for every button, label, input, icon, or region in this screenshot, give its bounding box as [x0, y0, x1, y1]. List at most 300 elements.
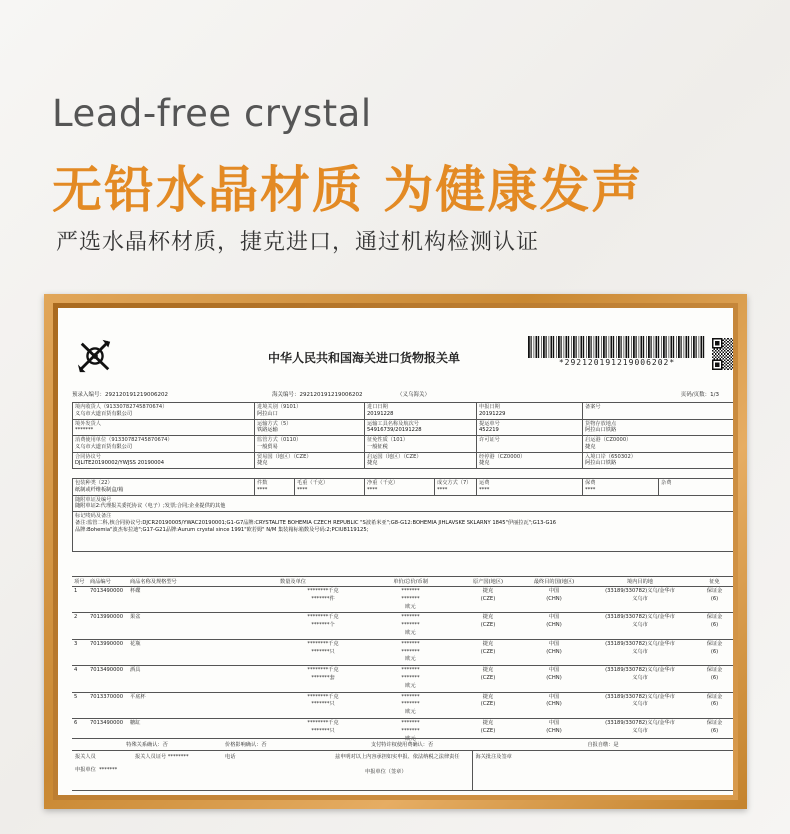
pack-cell	[73, 479, 255, 496]
goods-domestic2: 义乌市	[632, 674, 648, 681]
transport-label: 运输方式（5）	[257, 420, 292, 427]
goods-cell	[585, 692, 695, 718]
goods-price: *******	[401, 667, 420, 674]
origin-country-cell	[365, 452, 477, 469]
goods-levy2: (6)	[710, 701, 719, 708]
user-label: 消费使用单位（91330782745870674）	[75, 437, 173, 443]
goods-cell	[523, 666, 585, 692]
goods-qty: ********千克	[307, 588, 339, 594]
misc-cell	[659, 479, 734, 496]
freight-value: ****	[479, 486, 490, 493]
consignee-cell	[73, 403, 255, 420]
goods-origin: 捷克	[482, 640, 494, 647]
storage-cell	[583, 419, 734, 436]
contract-value: DJLITE20190002/YWJSS 20190004	[75, 460, 165, 467]
goods-cell	[72, 587, 88, 613]
goods-price2: *******	[401, 674, 420, 681]
goods-price2: *******	[401, 727, 420, 734]
gross-value: ****	[297, 486, 308, 493]
goods-cell	[128, 587, 278, 613]
goods-cell	[368, 639, 453, 665]
goods-domestic2: 义乌市	[632, 648, 648, 655]
net-value: ****	[367, 486, 378, 493]
declarant-cell	[72, 751, 132, 791]
goods-qty: ********千克	[307, 640, 339, 647]
goods-origin-code: (CZE)	[480, 674, 496, 681]
goods-currency: 欧元	[405, 735, 416, 742]
user-value: 义乌市大道百货有限公司	[75, 443, 133, 450]
declarant-label: 报关人员	[75, 754, 96, 760]
goods-cell	[695, 666, 733, 692]
declarant-cert-cell	[132, 751, 222, 791]
goods-origin-code: (CZE)	[480, 622, 496, 629]
goods-name: 糖缸	[130, 719, 141, 726]
goods-cell	[585, 587, 695, 613]
goods-dest-code: (CHN)	[546, 595, 562, 602]
levy-cell	[365, 436, 477, 453]
goods-cell	[585, 639, 695, 665]
declare-date-value: 20191229	[479, 410, 506, 417]
customs-office: （义乌海关）	[397, 392, 431, 398]
port-value: 阿拉山口	[257, 410, 278, 417]
pieces-cell	[255, 479, 295, 496]
goods-cell	[695, 587, 733, 613]
pieces-value: ****	[257, 486, 268, 493]
goods-cell	[368, 587, 453, 613]
goods-code: 7013490000	[90, 719, 124, 726]
goods-dest-code: (CHN)	[546, 727, 562, 734]
goods-cell	[453, 639, 523, 665]
form-title: 中华人民共和国海关进口货物报关单	[268, 351, 461, 365]
goods-cell	[278, 587, 368, 613]
barcode-text: *292120191219006202*	[558, 358, 676, 367]
goods-origin: 捷克	[482, 719, 494, 726]
preentry-label: 预录入编号：	[72, 392, 106, 398]
origin-country-label: 启运国（地区）（CZE）	[367, 453, 422, 460]
goods-cell	[278, 639, 368, 665]
goods-qty2: *******套	[311, 674, 335, 681]
barcode	[528, 336, 706, 367]
goods-cell	[695, 613, 733, 639]
goods-cell	[453, 692, 523, 718]
net-label: 净重（千克）	[367, 480, 399, 486]
goods-name: 酒具	[130, 667, 141, 674]
entry-label: 入境口岸（650302）	[585, 453, 636, 460]
supervise-label: 监管方式（0110）	[257, 437, 302, 443]
goods-qty: ********千克	[307, 693, 339, 700]
goods-origin: 捷克	[482, 667, 494, 674]
table-row	[72, 751, 733, 791]
customs-no	[272, 390, 363, 398]
goods-domestic2: 义乌市	[632, 727, 648, 734]
goods-cell	[585, 613, 695, 639]
goods-origin-code: (CZE)	[480, 727, 496, 734]
goods-domestic: (33189/330782)义乌/金华市	[605, 693, 675, 700]
entry-cell	[583, 452, 734, 469]
goods-qty2: *******个	[311, 622, 335, 629]
hero-title-en: Lead-free crystal	[52, 92, 372, 135]
consignee-label: 境内收货人（91330782745870674）	[75, 404, 168, 410]
goods-cell	[368, 666, 453, 692]
insurance-value: ****	[585, 486, 596, 493]
goods-cell	[523, 692, 585, 718]
goods-levy: 保证金	[706, 693, 723, 700]
goods-currency: 欧元	[405, 682, 416, 689]
goods-no: 2	[74, 614, 78, 621]
goods-price: *******	[401, 640, 420, 647]
goods-code: 7013490000	[90, 667, 124, 674]
goods-cell	[278, 666, 368, 692]
trade-country-value: 捷克	[257, 460, 268, 467]
transit-cell	[477, 452, 583, 469]
goods-levy2: (6)	[710, 648, 719, 655]
goods-cell	[523, 613, 585, 639]
goods-dest-code: (CHN)	[546, 622, 562, 629]
table-row	[73, 403, 734, 420]
storage-value: 阿拉山口铁路	[585, 427, 617, 434]
table-row	[73, 512, 734, 552]
goods-dest: 中国	[548, 693, 560, 700]
goods-dest: 中国	[548, 719, 560, 726]
customs-no-label: 海关编号：	[272, 392, 300, 398]
goods-domestic: (33189/330782)义乌/金华市	[605, 719, 675, 726]
goods-dest: 中国	[548, 640, 560, 647]
meta-row	[72, 390, 719, 402]
goods-table	[72, 576, 733, 744]
goods-header-cell: 数量及单位	[278, 577, 368, 587]
goods-cell	[128, 666, 278, 692]
goods-price: *******	[401, 719, 420, 726]
goods-domestic2: 义乌市	[632, 595, 648, 602]
goods-levy2: (6)	[710, 595, 719, 602]
table-row	[73, 495, 734, 512]
dest-port-label: 启运港（CZ0000）	[585, 437, 632, 443]
goods-qty2: *******只	[311, 701, 335, 708]
header-table	[72, 402, 733, 469]
goods-qty2: *******件	[311, 595, 335, 602]
customs-no-value: 292120191219006202	[299, 392, 363, 398]
unit-label: 申报单位	[75, 767, 96, 773]
marks-cell	[73, 512, 734, 552]
freight-cell	[477, 479, 583, 496]
goods-cell	[453, 587, 523, 613]
goods-name: 平底杯	[130, 693, 146, 700]
license-cell	[477, 436, 583, 453]
pack-label: 包装种类（22）	[75, 480, 113, 486]
goods-cell	[88, 639, 128, 665]
port-cell	[255, 403, 365, 420]
declarant-cert-value: ********	[167, 754, 189, 760]
goods-header-cell: 单价/总价/币制	[368, 577, 453, 587]
goods-origin: 捷克	[482, 588, 494, 594]
goods-levy2: (6)	[710, 727, 719, 734]
certificate-frame	[44, 294, 747, 809]
footer-table	[72, 735, 733, 791]
goods-header-cell: 商品编号	[88, 577, 128, 587]
customs-remark-cell	[472, 751, 733, 791]
goods-cell	[128, 613, 278, 639]
barcode-icon	[528, 336, 706, 358]
goods-price: *******	[401, 614, 420, 621]
import-date-label: 进口日期	[367, 404, 388, 410]
transport-cell	[255, 419, 365, 436]
table-row	[72, 692, 733, 718]
entry-value: 阿拉山口铁路	[585, 460, 617, 467]
goods-levy: 保证金	[706, 640, 723, 647]
goods-name: 花瓶	[130, 640, 141, 647]
consignee-value: 义乌市大道百货有限公司	[75, 410, 133, 417]
shipper-label: 境外发货人	[75, 420, 101, 427]
goods-origin: 捷克	[482, 693, 494, 700]
record-value	[585, 411, 732, 418]
table-row	[72, 587, 733, 613]
statement-text: 兹申明对以上内容承担如实申报、依法纳税之法律责任	[335, 754, 460, 760]
goods-price2: *******	[401, 648, 420, 655]
package-table	[72, 478, 733, 552]
transit-label: 经停港（CZ0000）	[479, 453, 526, 460]
goods-cell	[72, 613, 88, 639]
goods-cell	[695, 639, 733, 665]
goods-cell	[128, 639, 278, 665]
page-count: 页码/页数：1/3	[680, 392, 719, 398]
vehicle-cell	[365, 419, 477, 436]
gross-cell	[295, 479, 365, 496]
goods-levy: 保证金	[706, 719, 723, 726]
goods-cell	[695, 692, 733, 718]
qr-code-icon	[712, 338, 733, 370]
record-cell	[583, 403, 734, 420]
goods-body	[72, 587, 733, 745]
user-cell	[73, 436, 255, 453]
misc-value	[661, 487, 732, 494]
goods-origin-code: (CZE)	[480, 648, 496, 655]
table-row	[72, 739, 733, 751]
goods-dest: 中国	[548, 667, 560, 674]
goods-cell	[88, 692, 128, 718]
goods-currency: 欧元	[405, 709, 416, 716]
goods-domestic2: 义乌市	[632, 701, 648, 708]
record-label: 备案号	[585, 404, 601, 410]
storage-label: 货物存放地点	[585, 420, 617, 427]
goods-levy: 保证金	[706, 667, 723, 674]
unit-seal: 申报单位（签章）	[365, 769, 407, 775]
goods-cell	[453, 666, 523, 692]
goods-origin-code: (CZE)	[480, 595, 496, 602]
goods-domestic: (33189/330782)义乌/金华市	[605, 640, 675, 647]
goods-price2: *******	[401, 595, 420, 602]
marks-value-2: 品牌:Bohemia"波杰布拉迪";G17-G21品牌:Aurum crystal since 1991"欧若姆" N/M 集装箱标箱数及号码:2;PCIU8119125;	[75, 526, 369, 533]
levy-value: 一般征税	[367, 443, 388, 450]
goods-cell	[88, 666, 128, 692]
goods-price: *******	[401, 693, 420, 700]
goods-levy: 保证金	[706, 588, 723, 594]
table-row	[73, 479, 734, 496]
goods-origin: 捷克	[482, 614, 494, 621]
deal-label: 成交方式（7）	[437, 480, 472, 486]
preentry-value: 292120191219006202	[105, 392, 169, 398]
goods-domestic: (33189/330782)义乌/金华市	[605, 667, 675, 674]
goods-levy2: (6)	[710, 674, 719, 681]
insurance-cell	[583, 479, 659, 496]
goods-price2: *******	[401, 701, 420, 708]
origin-country-value: 捷克	[367, 460, 378, 467]
goods-dest: 中国	[548, 614, 560, 621]
goods-cell	[585, 666, 695, 692]
marks-label: 标记唛码及备注	[75, 513, 112, 519]
goods-header-cell: 征免	[695, 577, 733, 587]
net-cell	[365, 479, 435, 496]
phone-label: 电话	[225, 754, 236, 760]
docs-cell	[73, 495, 734, 512]
goods-name: 杯碟	[130, 588, 141, 594]
goods-cell	[128, 692, 278, 718]
table-row	[72, 666, 733, 692]
goods-cell	[368, 692, 453, 718]
pieces-label: 件数	[257, 480, 268, 486]
goods-qty: ********千克	[307, 719, 339, 726]
goods-code: 7013370000	[90, 693, 124, 700]
goods-code: 7013990000	[90, 640, 124, 647]
shipper-cell	[73, 419, 255, 436]
goods-dest: 中国	[548, 588, 560, 594]
port-label: 进境关别（9101）	[257, 404, 302, 410]
goods-dest-code: (CHN)	[546, 674, 562, 681]
contract-label: 合同协议号	[75, 453, 101, 460]
goods-header-cell: 境内目的地	[585, 577, 695, 587]
deal-cell	[435, 479, 477, 496]
goods-cell	[72, 666, 88, 692]
goods-price2: *******	[401, 622, 420, 629]
preentry	[72, 390, 168, 398]
goods-dest-code: (CHN)	[546, 648, 562, 655]
misc-label: 杂费	[661, 480, 672, 486]
declarant-cert-label: 报关人员证号	[135, 754, 167, 760]
declare-date-label: 申报日期	[479, 404, 500, 410]
table-row	[73, 452, 734, 469]
shipper-value: *******	[75, 427, 94, 434]
supervise-value: 一般贸易	[257, 443, 278, 450]
goods-no: 3	[74, 640, 78, 647]
trade-country-cell	[255, 452, 365, 469]
bill-label: 提运单号	[479, 420, 500, 427]
goods-currency: 欧元	[405, 656, 416, 663]
unit-row	[75, 766, 129, 773]
contract-cell	[73, 452, 255, 469]
table-row	[73, 436, 734, 453]
goods-cell	[523, 587, 585, 613]
goods-cell	[72, 692, 88, 718]
goods-qty: ********千克	[307, 667, 339, 674]
goods-no: 5	[74, 693, 78, 700]
freight-label: 运费	[479, 480, 490, 486]
goods-domestic2: 义乌市	[632, 622, 648, 629]
goods-levy: 保证金	[706, 614, 723, 621]
transport-value: 铁路运输	[257, 427, 278, 434]
hero-subtitle: 严选水晶杯材质，捷克进口，通过机构检测认证	[56, 230, 540, 255]
levy-label: 征免性质（101）	[367, 437, 409, 443]
goods-cell	[453, 613, 523, 639]
goods-header-cell: 商品名称及规格型号	[128, 577, 278, 587]
goods-cell	[523, 639, 585, 665]
goods-levy2: (6)	[710, 622, 719, 629]
goods-price: *******	[401, 588, 420, 594]
docs-label: 随附单证及编号	[75, 496, 112, 503]
goods-header-row	[72, 577, 733, 587]
goods-dest-code: (CHN)	[546, 701, 562, 708]
pack-value: 纸制或纤维板制盒/箱	[75, 486, 124, 493]
declare-date-cell	[477, 403, 583, 420]
vehicle-label: 运输工具名称及航次号	[367, 420, 419, 427]
hero-title-cn: 无铅水晶材质 为健康发声	[52, 161, 644, 219]
goods-currency: 欧元	[405, 603, 416, 610]
confirm-royalty: 支付特许权使用费确认：否	[332, 739, 472, 751]
goods-no: 1	[74, 588, 78, 594]
insurance-label: 保费	[585, 480, 596, 486]
supervise-cell	[255, 436, 365, 453]
license-value	[479, 444, 580, 451]
bill-cell	[477, 419, 583, 436]
goods-code: 7013990000	[90, 614, 124, 621]
vehicle-value: 54916739/20191228	[367, 427, 422, 434]
goods-cell	[88, 587, 128, 613]
goods-qty: ********千克	[307, 614, 339, 621]
customs-remark-label: 海关批注及签章	[475, 754, 512, 760]
goods-domestic: (33189/330782)义乌/金华市	[605, 588, 675, 594]
goods-currency: 欧元	[405, 629, 416, 636]
goods-origin-code: (CZE)	[480, 701, 496, 708]
marks-value-1: 备注:监管二科,核合同协议号:DJCR20190005/YWAC20190001;G1-G7品牌:CRYSTALITE BOHEMIA CZECH REPUBLIC "S波希米亚";G8-G12:BOHEMIA JIHLAVSKE SKLARNY 1845"伊丽拉瓦";G13-G16	[75, 519, 557, 526]
table-row	[72, 613, 733, 639]
dest-port-value: 捷克	[585, 443, 596, 450]
table-row	[72, 639, 733, 665]
goods-cell	[72, 639, 88, 665]
goods-domestic: (33189/330782)义乌/金华市	[605, 614, 675, 621]
transit-value: 捷克	[479, 460, 490, 467]
goods-qty2: *******只	[311, 727, 335, 734]
table-row	[73, 419, 734, 436]
import-date-value: 20191228	[367, 410, 394, 417]
docs-value: 随附单证2:代理报关委托协议（电子）;发票;合同;企业提供的其他	[75, 503, 226, 510]
unit-value: *******	[99, 767, 118, 773]
goods-cell	[278, 613, 368, 639]
goods-cell	[88, 613, 128, 639]
import-date-cell	[365, 403, 477, 420]
customs-declaration	[58, 308, 733, 795]
phone-cell	[222, 751, 332, 791]
bill-value: 452219	[479, 427, 499, 434]
goods-cell	[278, 692, 368, 718]
goods-name: 果盆	[130, 614, 141, 621]
dest-port-cell	[583, 436, 734, 453]
gross-label: 毛重（千克）	[297, 480, 329, 486]
customs-emblem-icon	[76, 338, 114, 374]
confirm-special: 特殊关系确认：否	[72, 739, 222, 751]
goods-header-cell: 项号	[72, 577, 88, 587]
confirm-self: 自报自缴：是	[472, 739, 733, 751]
goods-no: 6	[74, 719, 78, 726]
goods-qty2: *******只	[311, 648, 335, 655]
frame-inner	[53, 303, 738, 800]
goods-header-cell: 最终目的国(地区)	[523, 577, 585, 587]
deal-value: ****	[437, 486, 448, 493]
goods-code: 7013490000	[90, 588, 124, 594]
trade-country-label: 贸易国（地区）（CZE）	[257, 453, 312, 460]
license-label: 许可证号	[479, 437, 500, 443]
goods-no: 4	[74, 667, 78, 674]
goods-header-cell: 原产国(地区)	[453, 577, 523, 587]
statement-cell	[332, 751, 472, 791]
goods-cell	[368, 613, 453, 639]
